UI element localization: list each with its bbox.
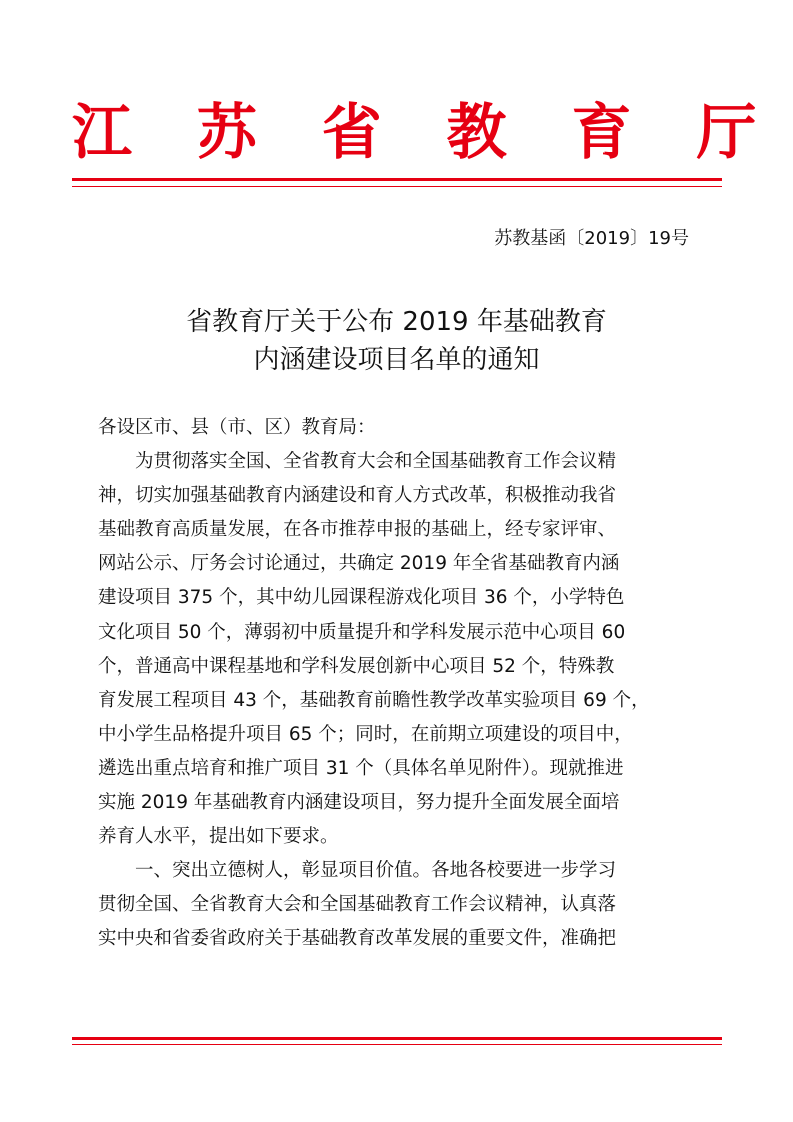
footer-rule-thin [72, 1044, 722, 1045]
body-line: 神，切实加强基础教育内涵建设和育人方式改革，积极推动我省 [98, 485, 617, 507]
body-line: 实施 2019 年基础教育内涵建设项目，努力提升全面发展全面培 [98, 792, 620, 814]
body-line: 建设项目 375 个，其中幼儿园课程游戏化项目 36 个，小学特色 [98, 587, 625, 609]
document-title-line: 内涵建设项目名单的通知 [253, 345, 540, 375]
body-line: 基础教育高质量发展，在各市推荐申报的基础上，经专家评审、 [98, 519, 617, 541]
footer-rule-thick [72, 1037, 722, 1040]
body-line: 为贯彻落实全国、全省教育大会和全国基础教育工作会议精 [98, 451, 617, 473]
body-line: 实中央和省委省政府关于基础教育改革发展的重要文件，准确把 [98, 928, 617, 950]
body-line: 遴选出重点培育和推广项目 31 个（具体名单见附件）。现就推进 [98, 757, 624, 779]
document-number: 苏教基函〔2019〕19号 [494, 228, 689, 249]
body-line: 中小学生品格提升项目 65 个；同时，在前期立项建设的项目中， [98, 723, 633, 745]
body-line: 网站公示、厅务会讨论通过，共确定 2019 年全省基础教育内涵 [98, 553, 620, 575]
masthead-rule-thin [72, 186, 722, 187]
document-title-line: 省教育厅关于公布 2019 年基础教育 [186, 307, 607, 337]
body-line: 文化项目 50 个，薄弱初中质量提升和学科发展示范中心项目 60 [98, 621, 626, 643]
body-line: 养育人水平，提出如下要求。 [98, 826, 339, 848]
masthead-agency-name: 江 苏 省 教 育 厅 [72, 98, 779, 168]
body-line: 一、突出立德树人，彰显项目价值。各地各校要进一步学习 [98, 860, 617, 882]
body-line: 贯彻全国、全省教育大会和全国基础教育工作会议精神，认真落 [98, 894, 617, 916]
document-title [90, 303, 703, 379]
salutation: 各设区市、县（市、区）教育局： [98, 417, 376, 438]
body-line: 育发展工程项目 43 个，基础教育前瞻性教学改革实验项目 69 个， [98, 689, 650, 711]
masthead-rule-thick [72, 178, 722, 181]
document-body [98, 411, 698, 957]
body-line: 个，普通高中课程基地和学科发展创新中心项目 52 个，特殊教 [98, 655, 615, 677]
